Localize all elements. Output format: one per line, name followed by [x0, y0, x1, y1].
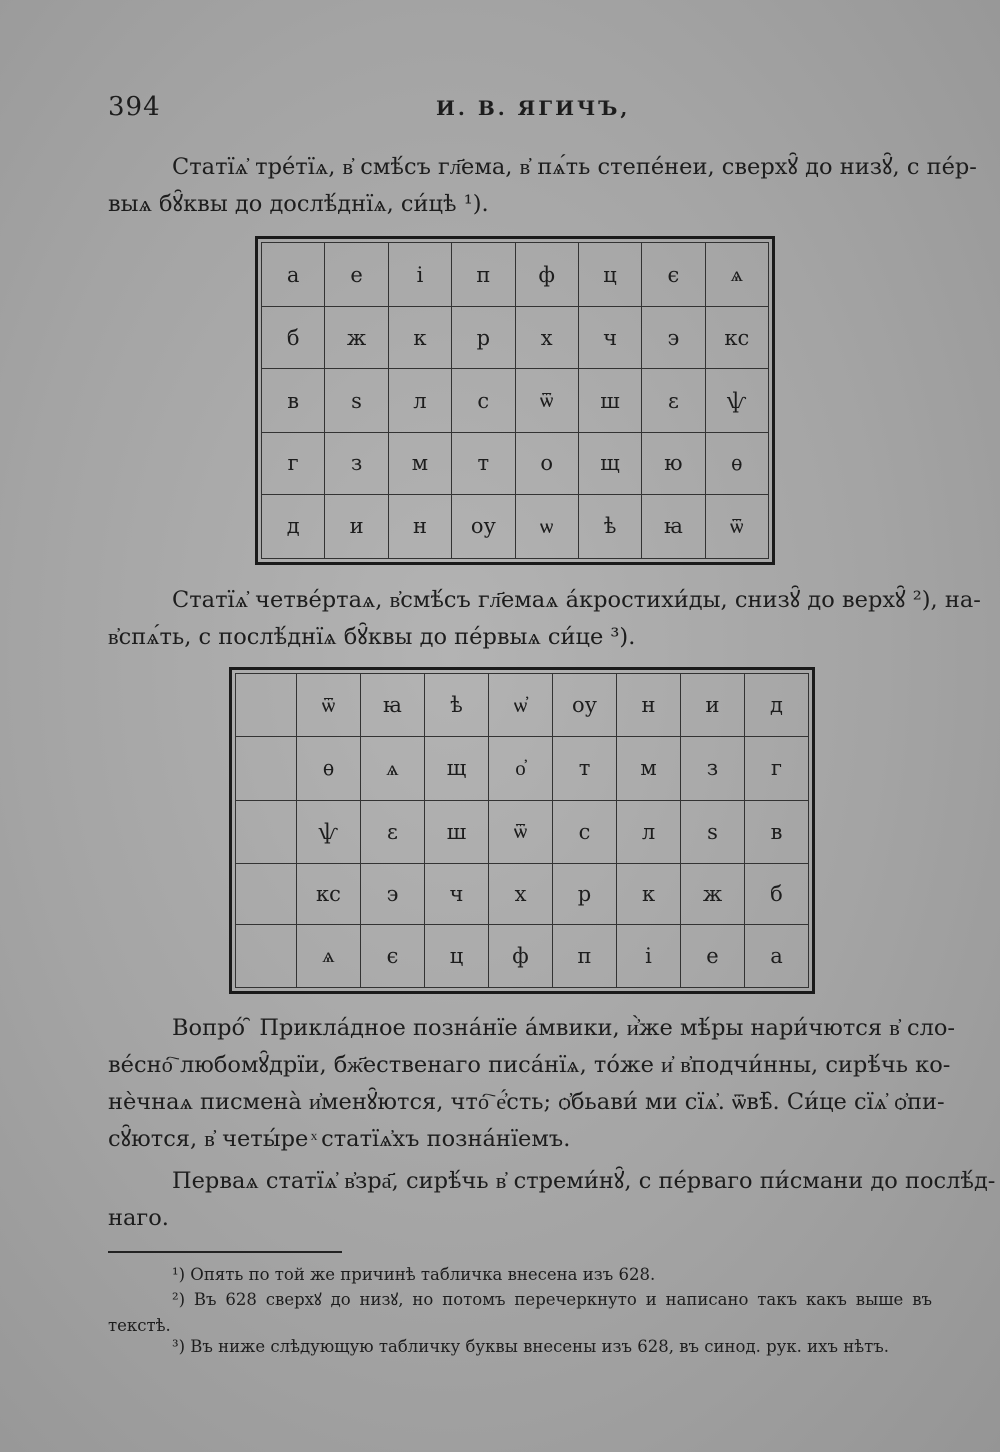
footnote-line: ³) Въ ниже слѣдующую табличку буквы внесены изъ 628, въ синод. рук. ихъ нѣтъ.: [172, 1337, 890, 1356]
footnote-line: ²) Въ 628 сверхꙋ до низꙋ, но потомъ перечеркнуто и написано такъ какъ выше въ: [172, 1290, 932, 1309]
blank-cell: [236, 737, 297, 800]
footnote-rule: [108, 1251, 342, 1253]
footnote-line: ¹) Опять по той же причинѣ табличка внесена изъ 628.: [172, 1265, 656, 1284]
letter-cell: ѱ: [297, 800, 361, 863]
letter-cell: з: [681, 737, 745, 800]
letter-cell: ю: [642, 433, 705, 495]
letter-cell: ꙗ: [642, 494, 705, 558]
table-row: [236, 924, 809, 987]
paragraph-vopros: [108, 1010, 956, 1158]
letter-cell: щ: [578, 433, 641, 495]
table-row: [262, 433, 769, 495]
paragraph-statia-tretia: [108, 149, 977, 223]
table-row: [236, 800, 809, 863]
letter-cell: ɛ: [642, 368, 705, 432]
letter-cell: л: [617, 800, 681, 863]
letter-table-2: [229, 667, 815, 994]
letter-cell: ѡ: [515, 494, 578, 558]
letter-cell: э: [361, 863, 425, 924]
letter-cell: ж: [681, 863, 745, 924]
letter-cell: м: [388, 433, 451, 495]
letter-cell: з: [325, 433, 388, 495]
text-line: нѐчнаѧ писмена̀ и҆менꙋ̑ются, что҇ е҆́сть; ѻ҆бьави́ ми сїѧ҆. ѿвѣ̑. Си́це сїѧ҆ ѻ҆пи-: [108, 1089, 945, 1115]
letter-cell: в: [745, 800, 809, 863]
letter-cell: ѡ̓: [489, 674, 553, 737]
letter-cell: и: [681, 674, 745, 737]
letter-cell: кс: [297, 863, 361, 924]
letter-cell: ч: [578, 307, 641, 369]
letter-cell: є: [642, 243, 705, 307]
page-number: 394: [108, 92, 161, 122]
letter-cell: р: [553, 863, 617, 924]
table-row: [262, 243, 769, 307]
letter-cell: ѱ: [705, 368, 768, 432]
letter-cell: ч: [425, 863, 489, 924]
text-line: наго.: [108, 1205, 169, 1231]
letter-cell: а: [262, 243, 325, 307]
letter-cell: ц: [425, 924, 489, 987]
table-row: [262, 368, 769, 432]
running-head: И. В. ЯГИЧЪ,: [436, 96, 631, 120]
letter-cell: н: [617, 674, 681, 737]
letter-cell: ѕ: [325, 368, 388, 432]
letter-cell: н: [388, 494, 451, 558]
letter-cell: оу: [452, 494, 515, 558]
letter-cell: ѣ: [578, 494, 641, 558]
text-line: Вопро́ ̑ Прикла́дное позна́нїе а́мвики, и҆̀же мѣ́ры нари́чются в҆ сло-: [172, 1015, 956, 1041]
letter-cell: ѕ: [681, 800, 745, 863]
table-row: [262, 307, 769, 369]
letter-cell: д: [262, 494, 325, 558]
letter-cell: є: [361, 924, 425, 987]
letter-cell: е: [325, 243, 388, 307]
letter-cell: к: [388, 307, 451, 369]
letter-cell: ш: [425, 800, 489, 863]
letter-cell: ѿ: [489, 800, 553, 863]
letter-cell: ѧ: [361, 737, 425, 800]
letter-cell: ф: [489, 924, 553, 987]
blank-cell: [236, 924, 297, 987]
letter-cell: е: [681, 924, 745, 987]
letter-cell: т: [452, 433, 515, 495]
blank-cell: [236, 863, 297, 924]
letter-cell: т: [553, 737, 617, 800]
letter-cell: ѳ: [297, 737, 361, 800]
blank-cell: [236, 800, 297, 863]
letter-cell: с: [553, 800, 617, 863]
letter-cell: ц: [578, 243, 641, 307]
letter-cell: а: [745, 924, 809, 987]
letter-cell: о: [515, 433, 578, 495]
letter-grid-2: [235, 673, 809, 988]
letter-cell: р: [452, 307, 515, 369]
letter-cell: х: [515, 307, 578, 369]
text-line: сꙋ̑ются, в҆ четы́ре ͯ статїѧ҆хъ позна́нїемъ.: [108, 1126, 571, 1152]
letter-cell: ɛ: [361, 800, 425, 863]
letter-cell: ѿ: [297, 674, 361, 737]
text-line: Статїѧ҆ тре́тїѧ, в҆ смѣ́съ гл҃ема, в҆ пѧ́ть степе́неи, сверхꙋ̑ до низꙋ̑, с пе́р-: [172, 154, 977, 180]
letter-table-1: [255, 236, 775, 565]
letter-cell: с: [452, 368, 515, 432]
letter-cell: ѿ: [515, 368, 578, 432]
letter-cell: в: [262, 368, 325, 432]
blank-cell: [236, 674, 297, 737]
letter-cell: ѿ: [705, 494, 768, 558]
letter-cell: г: [745, 737, 809, 800]
letter-cell: ф: [515, 243, 578, 307]
letter-cell: ѧ: [297, 924, 361, 987]
letter-cell: д: [745, 674, 809, 737]
footnote-2: [108, 1287, 932, 1339]
paragraph-pervaia-statia: [108, 1163, 996, 1237]
letter-cell: щ: [425, 737, 489, 800]
footnote-3: [108, 1334, 932, 1360]
text-line: выѧ бꙋ̑квы до дослѣ́днїѧ, си́цѣ ¹).: [108, 191, 489, 217]
letter-cell: б: [262, 307, 325, 369]
letter-cell: э: [642, 307, 705, 369]
letter-cell: і: [388, 243, 451, 307]
letter-cell: ж: [325, 307, 388, 369]
letter-cell: кс: [705, 307, 768, 369]
letter-cell: оу: [553, 674, 617, 737]
letter-cell: ш: [578, 368, 641, 432]
letter-cell: б: [745, 863, 809, 924]
paragraph-statia-chetvertaia: [108, 582, 981, 656]
page-header: [108, 92, 938, 132]
letter-grid-1: [261, 242, 769, 559]
table-row: [236, 737, 809, 800]
letter-cell: к: [617, 863, 681, 924]
letter-cell: і: [617, 924, 681, 987]
footnote-1: [108, 1262, 932, 1288]
letter-cell: ѣ: [425, 674, 489, 737]
letter-cell: ѳ: [705, 433, 768, 495]
text-line: ве́сно҇ любомꙋ̑дрїи, бж҃ественаго писа́нїѧ, то́же и҆ в҆подчи́нны, сирѣ́чь ко-: [108, 1052, 951, 1078]
text-line: Статїѧ҆ четве́ртаѧ, в҆смѣ́съ гл҃емаѧ а́кростихи́ды, снизꙋ̑ до верхꙋ̑ ²), на-: [172, 587, 981, 613]
letter-cell: ꙗ: [361, 674, 425, 737]
letter-cell: о҆: [489, 737, 553, 800]
text-line: в҆спѧ́ть, с послѣ́днїѧ бꙋ̑квы до пе́рвыѧ си́це ³).: [108, 624, 636, 650]
table-row: [236, 863, 809, 924]
letter-cell: л: [388, 368, 451, 432]
letter-cell: п: [553, 924, 617, 987]
table-row: [262, 494, 769, 558]
letter-cell: м: [617, 737, 681, 800]
table-row: [236, 674, 809, 737]
letter-cell: п: [452, 243, 515, 307]
letter-cell: х: [489, 863, 553, 924]
footnote-line: текстѣ.: [108, 1316, 171, 1335]
letter-cell: и: [325, 494, 388, 558]
text-line: Перваѧ статїѧ҆ в҆зра҃, сирѣ́чь в҆ стреми́нꙋ̑, с пе́рваго пи́смани до послѣ́д-: [172, 1168, 996, 1194]
letter-cell: г: [262, 433, 325, 495]
letter-cell: ѧ: [705, 243, 768, 307]
